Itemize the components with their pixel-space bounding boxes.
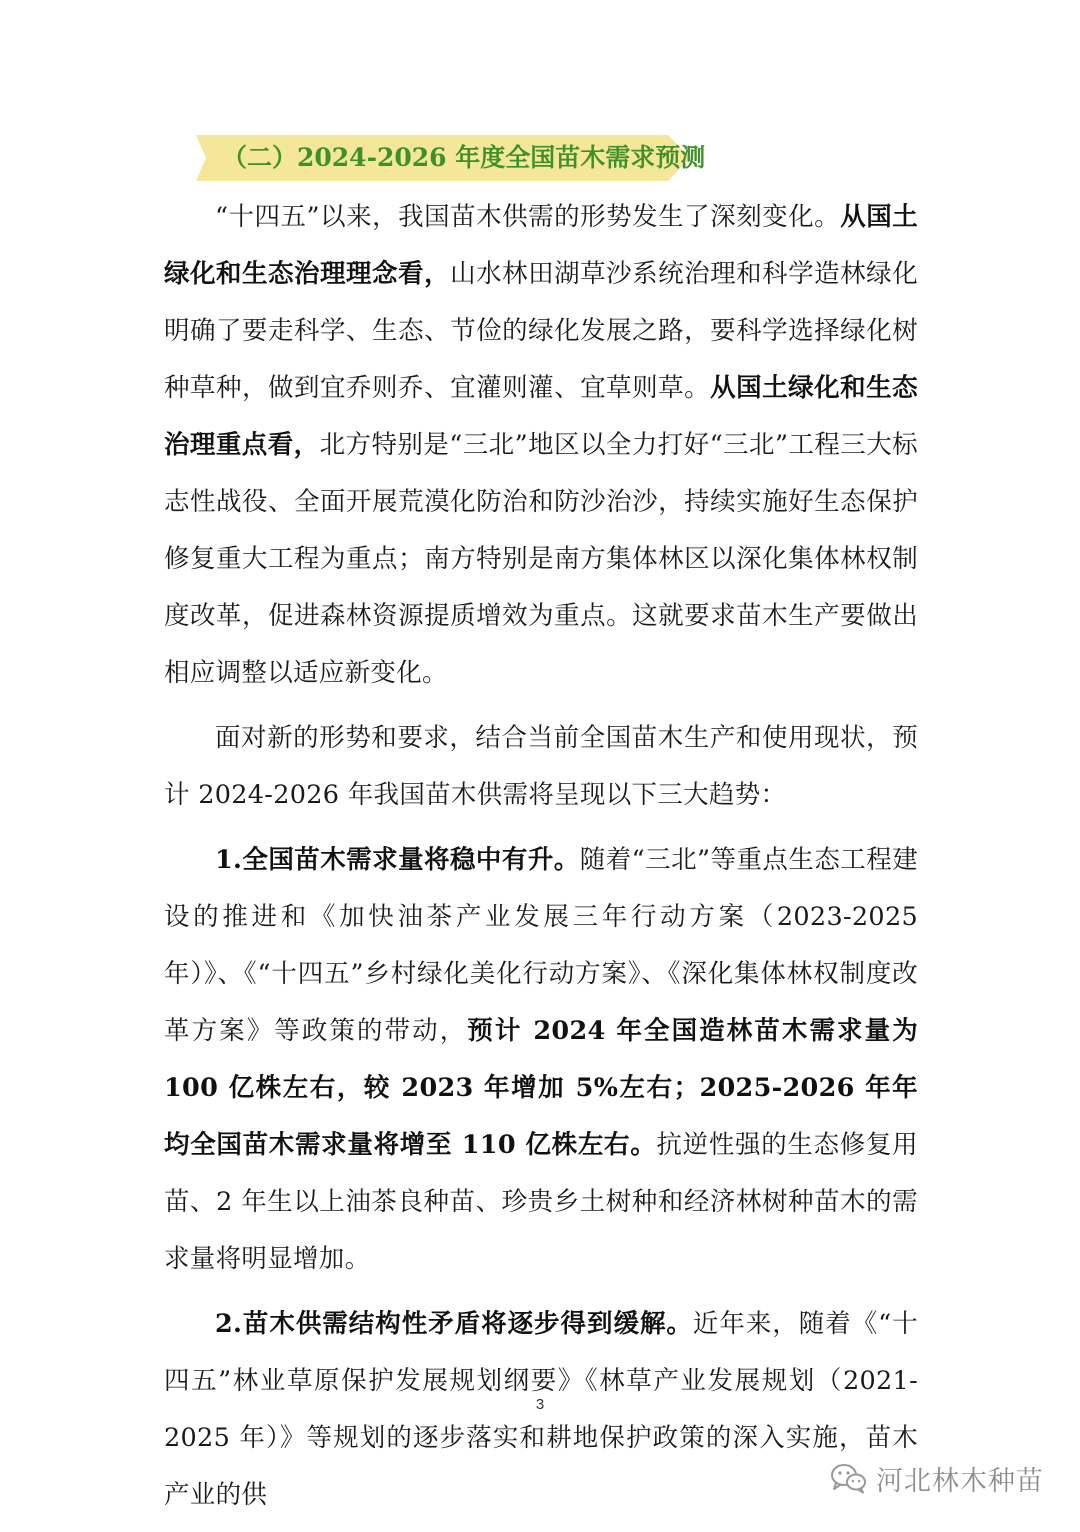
paragraph bbox=[164, 189, 918, 702]
text-run: “十四五”以来，我国苗木供需的形势发生了深刻变化。 bbox=[215, 202, 841, 232]
section-heading-banner bbox=[196, 135, 706, 181]
text-run: 面对新的形势和要求，结合当前全国苗木生产和使用现状，预计 2024-2026 年我国苗木供需将呈现以下三大趋势： bbox=[164, 723, 918, 810]
bold-text-run: 从国土绿化和生态治理重点看， bbox=[164, 373, 918, 460]
body-text bbox=[164, 189, 918, 1532]
wechat-icon bbox=[830, 1462, 868, 1494]
watermark-text: 河北林木种苗 bbox=[876, 1465, 1044, 1497]
bold-text-run: 从国土绿化和生态治理理念看， bbox=[164, 202, 918, 289]
bold-text-run: 1.全国苗木需求量将稳中有升。 bbox=[215, 845, 580, 875]
text-run: 抗逆性强的生态修复用苗、2 年生以上油茶良种苗、珍贵乡土树种和经济林树种苗木的需求量将明显增加。 bbox=[164, 1130, 918, 1274]
text-run: 北方特别是“三北”地区以全力打好“三北”工程三大标志性战役、全面开展荒漠化防治和防沙治沙，持续实施好生态保护修复重大工程为重点；南方特别是南方集体林区以深化集体林权制度改革，促进森林资源提质增效为重点。这就要求苗木生产要做出相应调整以适应新变化。 bbox=[164, 430, 918, 688]
text-run: 近年来，随着《“十四五”林业草原保护发展规划纲要》《林草产业发展规划（2021-2025 年）》等规划的逐步落实和耕地保护政策的深入实施，苗木产业的供 bbox=[164, 1309, 918, 1510]
paragraph bbox=[164, 832, 918, 1288]
bold-text-run: 预计 2024 年全国造林苗木需求量为 100 亿株左右，较 2023 年增加 5%左右；2025-2026 年年均全国苗木需求量将增至 110 亿株左右。 bbox=[164, 1016, 918, 1160]
paragraph bbox=[164, 710, 918, 824]
text-run: 随着“三北”等重点生态工程建设的推进和《加快油茶产业发展三年行动方案（2023-2025 年）》、《“十四五”乡村绿化美化行动方案》、《深化集体林权制度改革方案》等政策的带动， bbox=[164, 845, 918, 1046]
text-run: 山水林田湖草沙系统治理和科学造林绿化明确了要走科学、生态、节俭的绿化发展之路，要科学选择绿化树种草种，做到宜乔则乔、宜灌则灌、宜草则草。 bbox=[164, 259, 918, 403]
bold-text-run: 2.苗木供需结构性矛盾将逐步得到缓解。 bbox=[215, 1309, 693, 1339]
page-number: 3 bbox=[535, 1396, 545, 1413]
section-heading: （二）2024-2026 年度全国苗木需求预测 bbox=[222, 143, 706, 172]
watermark bbox=[830, 1458, 1044, 1498]
